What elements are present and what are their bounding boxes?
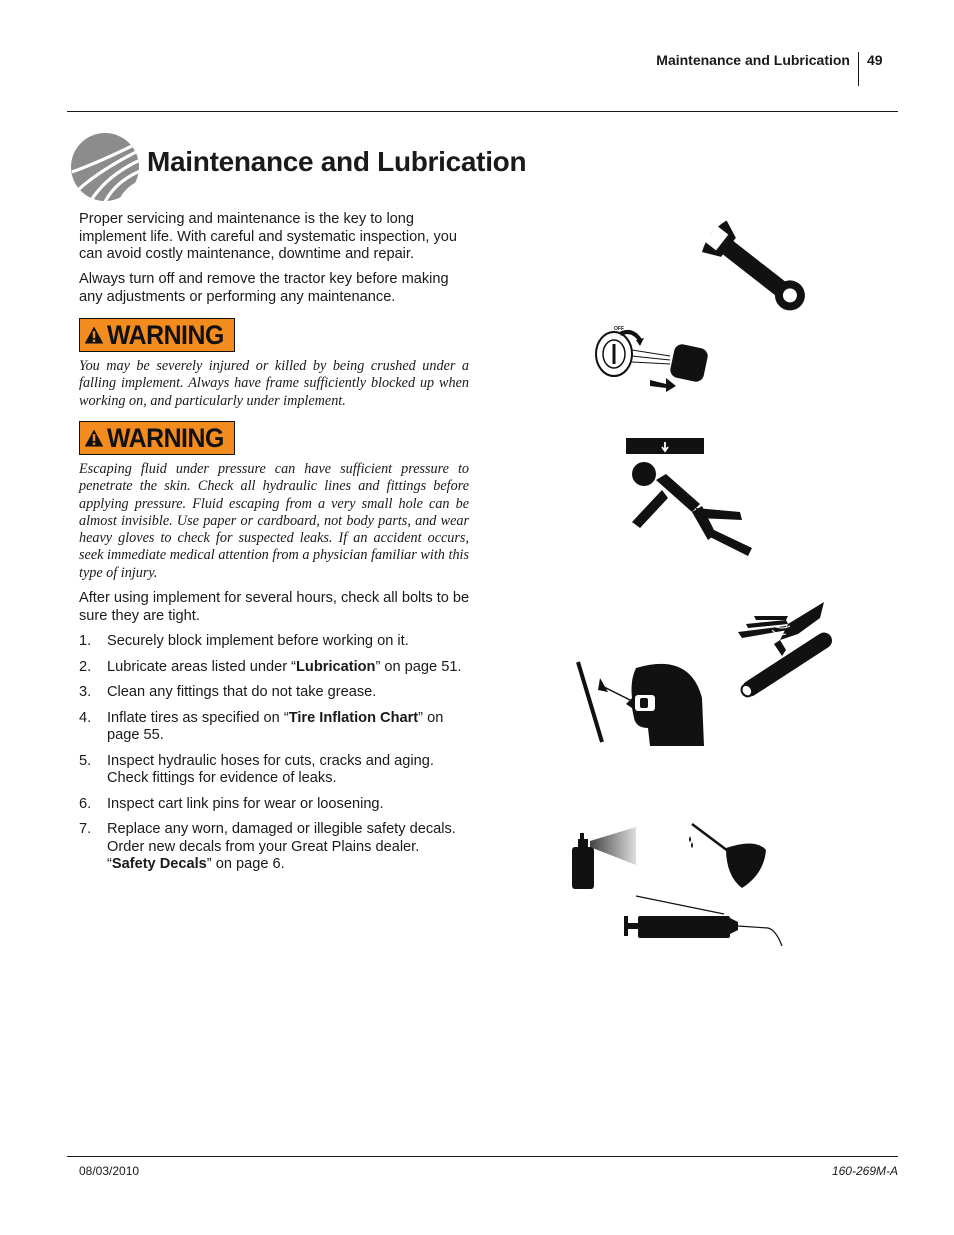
step-number: 3. bbox=[79, 684, 92, 700]
warning-text-2: Escaping fluid under pressure can have sufficient pressure to penetrate the skin. Check all hydraulic lines and fittings before applying pressure. Fluid escaping from a very small hole can be almost invisible. Use paper or cardboard, not body parts, and wear heavy gloves to check for suspected leaks. If an accident occurs, seek immediate medical attention from a physician familiar with this type of injury. bbox=[79, 461, 469, 581]
step-text: Inflate tires as specified on “ bbox=[107, 709, 289, 726]
oil-can-icon bbox=[686, 820, 770, 890]
step-number: 2. bbox=[79, 658, 92, 675]
tractor-key-off-icon bbox=[592, 320, 712, 392]
spray-can-icon bbox=[570, 825, 640, 891]
warning-triangle-icon bbox=[84, 323, 104, 347]
step-link[interactable]: Tire Inflation Chart bbox=[288, 709, 419, 726]
step-number: 7. bbox=[79, 821, 92, 837]
key-off-label: OFF bbox=[614, 326, 624, 332]
warning-text-1: You may be severely injured or killed by being crushed under a falling implement. Always have frame sufficiently blocked up when working on, and particularly under implement. bbox=[79, 358, 469, 409]
page-number: 49 bbox=[867, 52, 883, 68]
step-link[interactable]: Safety Decals bbox=[111, 856, 207, 872]
after-use-paragraph: After using implement for several hours, check all bolts to be sure they are tight. bbox=[79, 590, 470, 624]
step-number: 5. bbox=[79, 752, 92, 769]
step-text: Replace any worn, damaged or illegible safety decals. Order new decals from your Great Plains dealer. “ bbox=[107, 821, 456, 872]
crushed-person-icon bbox=[622, 436, 762, 566]
wrench-icon bbox=[700, 222, 820, 322]
step-text-post: ” on page 55. bbox=[107, 709, 444, 743]
intro-paragraph-2: Always turn off and remove the tractor key before making any adjustments or performing any maintenance. bbox=[79, 271, 449, 305]
step-text: Inspect hydraulic hoses for cuts, cracks and aging. Check fittings for evidence of leaks. bbox=[107, 752, 434, 786]
footer-rule bbox=[67, 1156, 898, 1157]
step-text: Clean any fittings that do not take grease. bbox=[107, 684, 377, 700]
warning-label-2 bbox=[79, 421, 235, 455]
list-item bbox=[79, 710, 471, 745]
list-item bbox=[79, 753, 471, 788]
footer-doc-number: 160-269M-A bbox=[831, 1164, 898, 1178]
warning-word: WARNING bbox=[107, 422, 224, 453]
running-header-title: Maintenance and Lubrication bbox=[656, 52, 850, 68]
step-number: 6. bbox=[79, 795, 92, 812]
grease-gun-icon bbox=[620, 890, 790, 948]
list-item bbox=[79, 821, 471, 874]
list-item bbox=[79, 659, 471, 677]
step-number: 4. bbox=[79, 709, 92, 726]
maintenance-steps-list bbox=[79, 633, 471, 882]
intro-paragraph-1: Proper servicing and maintenance is the key to long implement life. With careful and systematic inspection, you can avoid costly maintenance, downtime and repair. bbox=[79, 211, 457, 262]
step-text-post: ” on page 6. bbox=[206, 856, 285, 872]
list-item bbox=[79, 633, 471, 651]
step-link[interactable]: Lubrication bbox=[296, 658, 376, 675]
footer-date: 08/03/2010 bbox=[79, 1164, 140, 1178]
list-item bbox=[79, 796, 471, 814]
safety-goggles-head-icon bbox=[570, 658, 710, 748]
page-title: Maintenance and Lubrication bbox=[147, 146, 527, 177]
hydraulic-leak-hand-icon bbox=[728, 600, 838, 692]
header-separator bbox=[858, 52, 859, 86]
step-text: Lubricate areas listed under “ bbox=[107, 658, 297, 675]
warning-word: WARNING bbox=[107, 319, 224, 350]
warning-triangle-icon bbox=[84, 426, 104, 450]
header-rule bbox=[67, 111, 898, 112]
warning-label-1 bbox=[79, 318, 235, 352]
great-plains-logo-icon bbox=[70, 132, 140, 202]
list-item bbox=[79, 684, 471, 702]
step-text: Inspect cart link pins for wear or loosening. bbox=[107, 795, 384, 812]
step-text: Securely block implement before working on it. bbox=[107, 633, 409, 649]
step-number: 1. bbox=[79, 633, 92, 649]
step-text-post: ” on page 51. bbox=[375, 658, 462, 675]
